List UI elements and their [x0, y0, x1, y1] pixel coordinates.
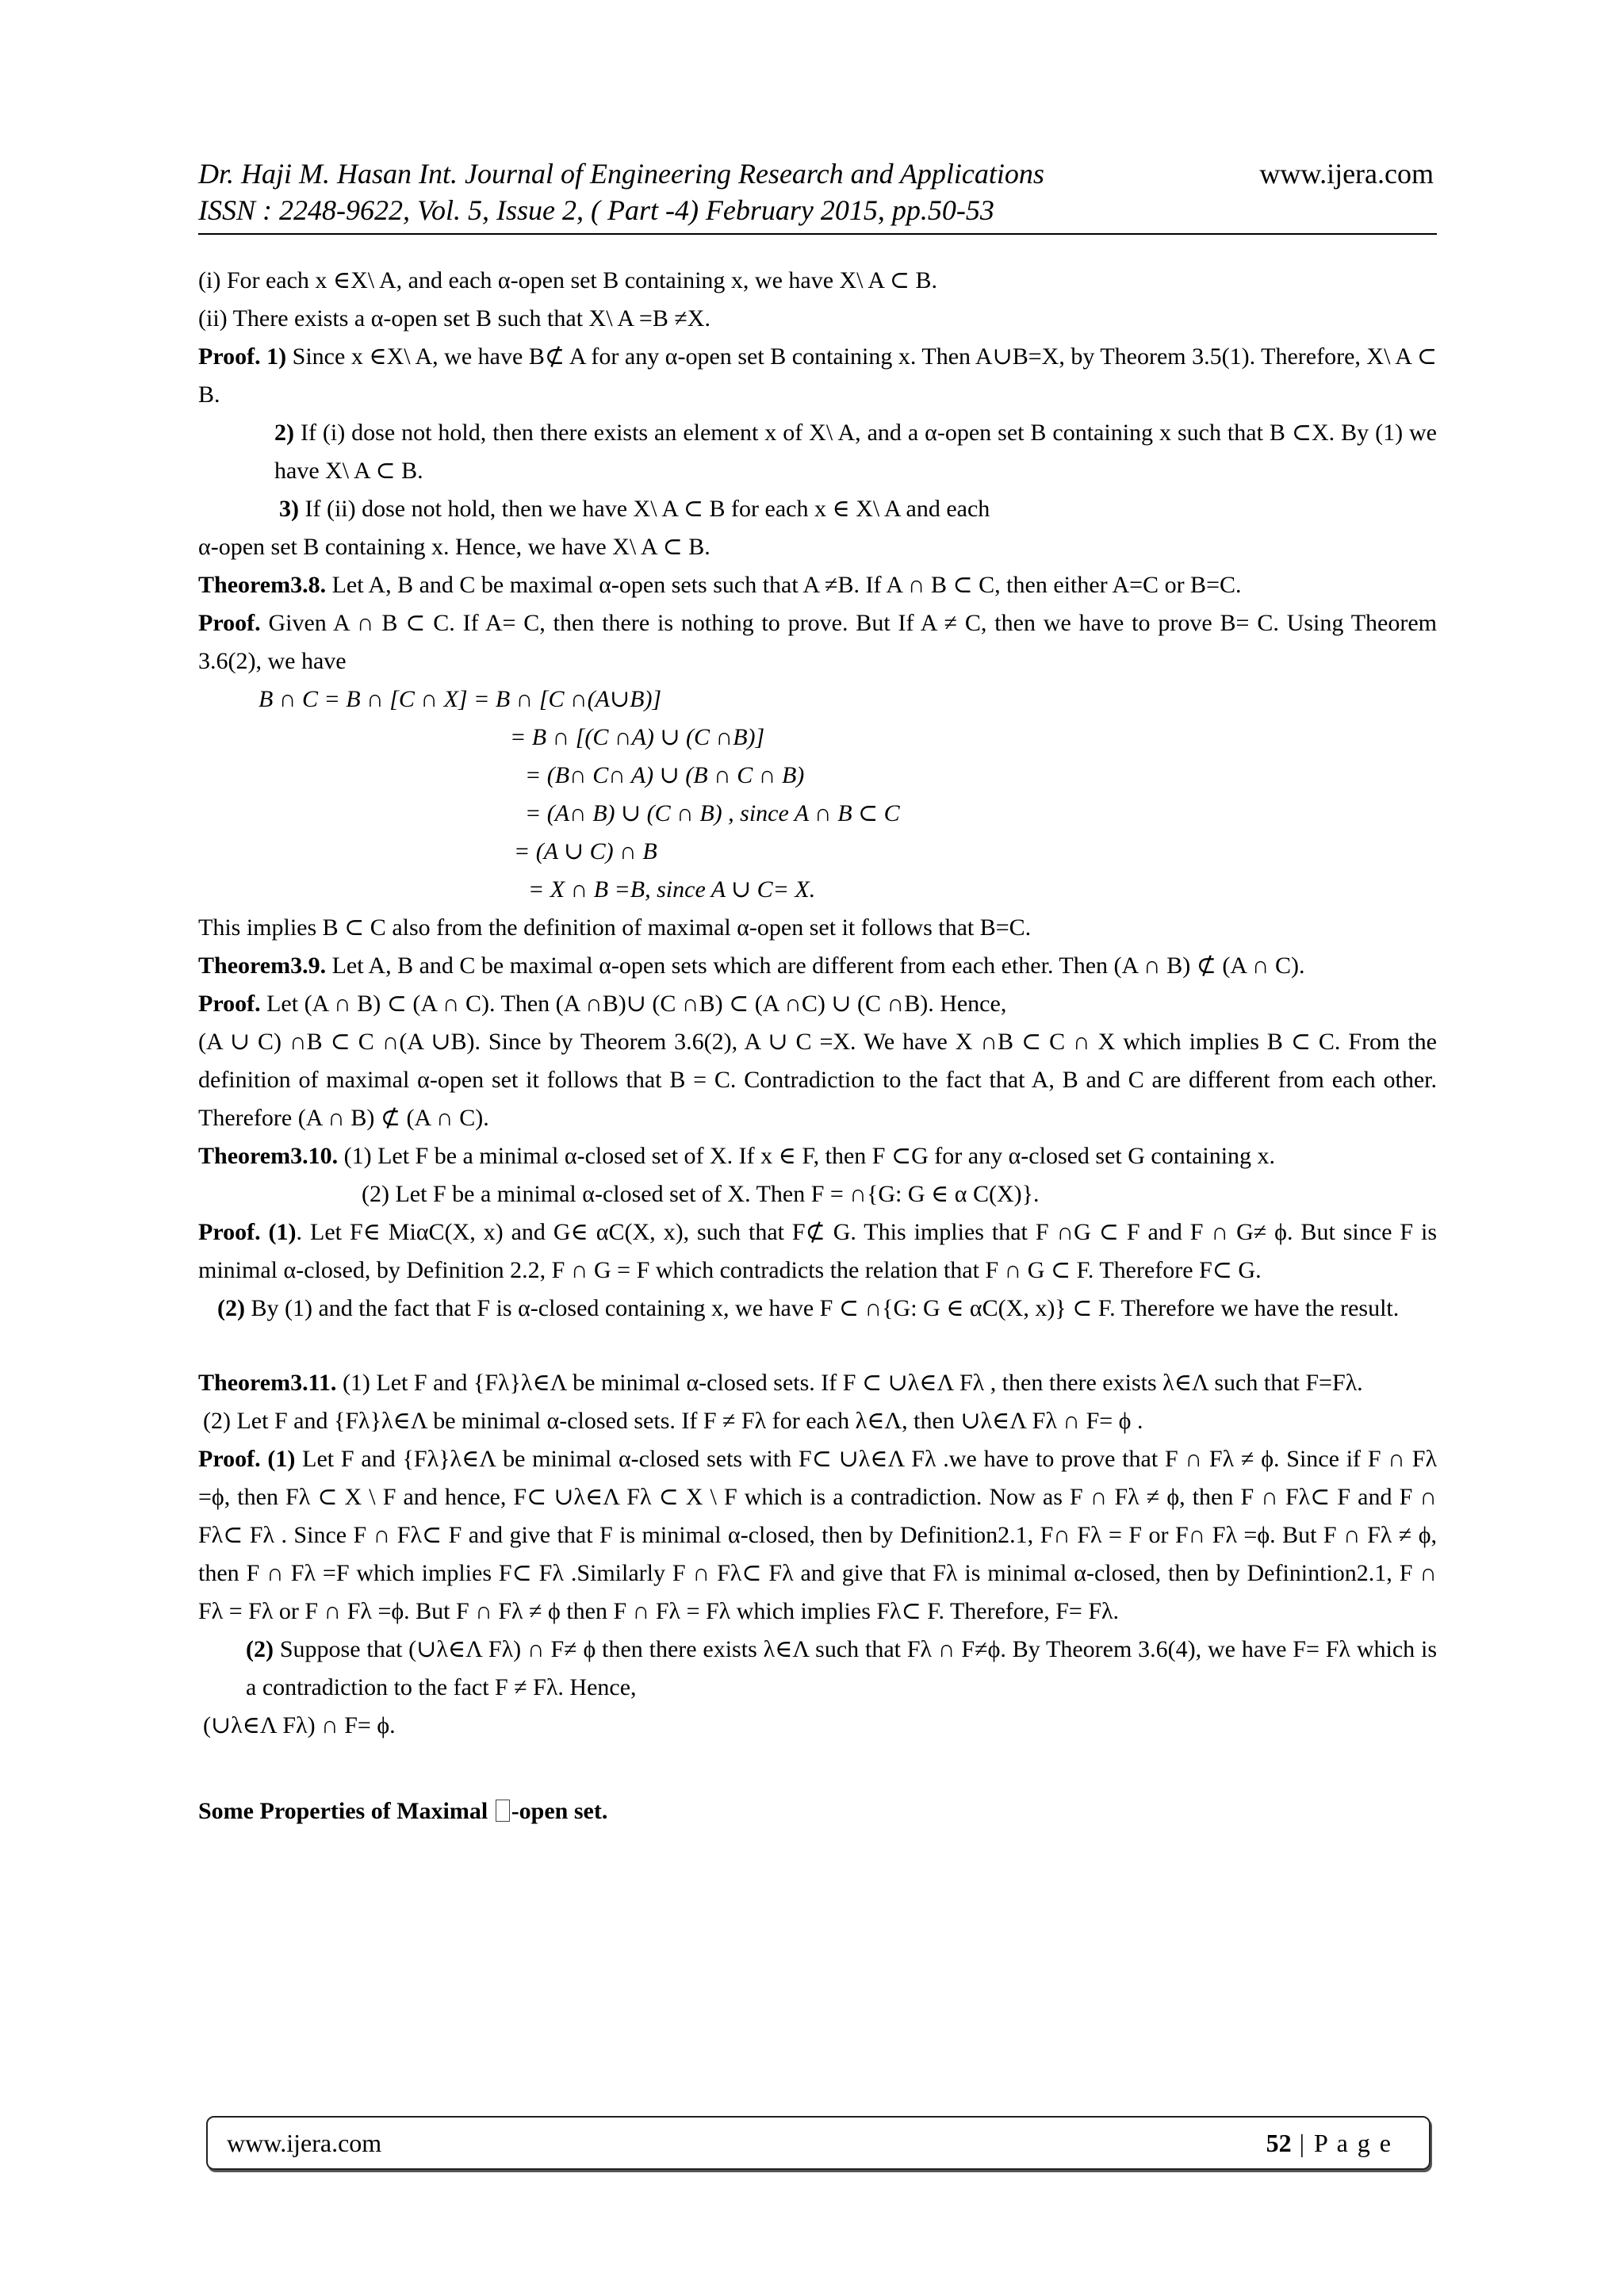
step-label: (2)	[246, 1636, 274, 1662]
equation-line-1: B ∩ C = B ∩ [C ∩ X] = B ∩ [C ∩(A∪B)]	[259, 686, 662, 712]
step-label: 2)	[274, 420, 294, 446]
theorem-text: (1) Let F be a minimal α-closed set of X. If x ∈ F, then F ⊂G for any α-closed set G containing x.	[338, 1143, 1276, 1169]
page-label: | P a g e	[1291, 2129, 1392, 2157]
proof-3-10-part-1	[198, 1213, 1437, 1290]
proof-text: Suppose that (∪λ∈Λ Fλ) ∩ F≠ ϕ then there exists λ∈Λ such that Fλ ∩ F≠ϕ. By Theorem 3.6(4), we have F= Fλ which is a contradiction to the fact F ≠ Fλ. Hence,	[246, 1636, 1437, 1700]
proof-3-9-cont: (A ∪ C) ∩B ⊂ C ∩(A ∪B). Since by Theorem 3.6(2), A ∪ C =X. We have X ∩B ⊂ C ∩ X which implies B ⊂ C. From the definition of maximal α-open set it follows that B = C. Contradiction to the fact that A, B and C are different from each other. Therefore (A ∩ B) ⊄ (A ∩ C).	[198, 1029, 1437, 1131]
proof-3-11-conclusion: (∪λ∈Λ Fλ) ∩ F= ϕ.	[203, 1712, 396, 1738]
journal-title: Dr. Haji M. Hasan Int. Journal of Engineering Research and Applications	[198, 158, 1044, 190]
proof-part-3-cont: α-open set B containing x. Hence, we have X\ A ⊂ B.	[198, 534, 710, 560]
proof-label: Proof. 1)	[198, 343, 287, 370]
article-body	[198, 262, 1437, 1830]
spacer	[198, 1328, 1437, 1364]
proof-3-11-part-1	[198, 1440, 1437, 1631]
proof-label: Proof. (1)	[198, 1219, 297, 1245]
footer-website[interactable]: www.ijera.com	[227, 2129, 382, 2157]
proof-label: Proof.	[198, 610, 261, 636]
theorem-3-8	[198, 566, 1437, 604]
proof-part-2	[198, 414, 1437, 490]
theorem-label: Theorem3.10.	[198, 1143, 339, 1169]
theorem-text: (1) Let F and {Fλ}λ∈Λ be minimal α-closed sets. If F ⊂ ∪λ∈Λ Fλ , then there exists λ∈Λ such that F=Fλ.	[336, 1370, 1363, 1396]
proof-label: Proof. (1)	[198, 1446, 296, 1472]
equation-line-2: = B ∩ [(C ∩A) ∪ (C ∩B)]	[510, 724, 765, 750]
step-label: (2)	[217, 1295, 245, 1321]
theorem-3-11-part-2: (2) Let F and {Fλ}λ∈Λ be minimal α-closed sets. If F ≠ Fλ for each λ∈Λ, then ∪λ∈Λ Fλ ∩ F= ϕ .	[203, 1408, 1143, 1434]
condition-ii: (ii) There exists a α-open set B such that X\ A =B ≠X.	[198, 305, 710, 332]
proof-text: If (i) dose not hold, then there exists an element x of X\ A, and a α-open set B containing x such that B ⊂X. By (1) we have X\ A ⊂ B.	[274, 420, 1437, 484]
proof-3-8	[198, 604, 1437, 680]
page-indicator	[1266, 2118, 1392, 2168]
theorem-text: Let A, B and C be maximal α-open sets such that A ≠B. If A ∩ B ⊂ C, then either A=C or B=C.	[326, 572, 1242, 598]
proof-part-3	[198, 490, 1437, 528]
theorem-label: Theorem3.8.	[198, 572, 327, 598]
running-header	[198, 155, 1437, 235]
proof-text: If (ii) dose not hold, then we have X\ A ⊂ B for each x ∈ X\ A and each	[299, 496, 990, 522]
section-heading-text: -open set.	[511, 1798, 608, 1824]
proof-text: . Let F∈ MiαC(X, x) and G∈ αC(X, x), such that F⊄ G. This implies that F ∩G ⊂ F and F ∩ G≠ ϕ. But since F is minimal α-closed, by Definition 2.2, F ∩ G = F which contradicts the relation that F ∩ G ⊂ F. Therefore F⊂ G.	[198, 1219, 1438, 1283]
page-footer	[206, 2116, 1431, 2170]
equation-line-5: = (A ∪ C) ∩ B	[514, 838, 657, 864]
missing-glyph-icon	[496, 1800, 510, 1822]
proof-text: By (1) and the fact that F is α-closed containing x, we have F ⊂ ∩{G: G ∈ αC(X, x)} ⊂ F. Therefore we have the result.	[244, 1295, 1400, 1321]
theorem-3-10	[198, 1137, 1437, 1175]
proof-3-10-part-2	[198, 1290, 1437, 1328]
conclusion-3-8: This implies B ⊂ C also from the definition of maximal α-open set it follows that B=C.	[198, 914, 1032, 941]
section-heading	[198, 1792, 1437, 1830]
equation-line-4: = (A∩ B) ∪ (C ∩ B) , since A ∩ B ⊂ C	[525, 800, 900, 826]
page-number: 52	[1266, 2129, 1292, 2157]
proof-3-9	[198, 985, 1437, 1023]
theorem-3-10-part-2: (2) Let F be a minimal α-closed set of X. Then F = ∩{G: G ∈ α C(X)}.	[362, 1181, 1040, 1207]
proof-label: Proof.	[198, 991, 261, 1017]
theorem-text: Let A, B and C be maximal α-open sets which are different from each ether. Then (A ∩ B) ⊄ (A ∩ C).	[326, 953, 1305, 979]
theorem-label: Theorem3.11.	[198, 1370, 337, 1396]
proof-text: Given A ∩ B ⊂ C. If A= C, then there is nothing to prove. But If A ≠ C, then we have to prove B= C. Using Theorem 3.6(2), we have	[198, 610, 1437, 674]
spacer	[198, 1745, 1437, 1792]
proof-text: Let (A ∩ B) ⊂ (A ∩ C). Then (A ∩B)∪ (C ∩B) ⊂ (A ∩C) ∪ (C ∩B). Hence,	[260, 991, 1007, 1017]
theorem-3-9	[198, 947, 1437, 985]
theorem-3-11	[198, 1364, 1437, 1402]
proof-text: Since x ∈X\ A, we have B⊄ A for any α-open set B containing x. Then A∪B=X, by Theorem 3.5(1). Therefore, X\ A ⊂ B.	[198, 343, 1437, 408]
proof-3-11-part-2	[198, 1631, 1437, 1707]
proof-text: Let F and {Fλ}λ∈Λ be minimal α-closed sets with F⊂ ∪λ∈Λ Fλ .we have to prove that F ∩ Fλ ≠ ϕ. Since if F ∩ Fλ =ϕ, then Fλ ⊂ X \ F and hence, F⊂ ∪λ∈Λ Fλ ⊂ X \ F which is a contradiction. Now as F ∩ Fλ ≠ ϕ, then F ∩ Fλ⊂ F and F ∩ Fλ⊂ Fλ . Since F ∩ Fλ⊂ F and give that F is minimal α-closed, then by Definition2.1, F∩ Fλ = F or F∩ Fλ =ϕ. But F ∩ Fλ ≠ ϕ, then F ∩ Fλ =F which implies F⊂ Fλ .Similarly F ∩ Fλ⊂ Fλ and give that Fλ is minimal α-closed, then by Definintion2.1, F ∩ Fλ = Fλ or F ∩ Fλ =ϕ. But F ∩ Fλ ≠ ϕ then F ∩ Fλ = Fλ which implies Fλ⊂ F. Therefore, F= Fλ.	[198, 1446, 1438, 1624]
issue-info: ISSN : 2248-9622, Vol. 5, Issue 2, ( Part -4) February 2015, pp.50-53	[198, 194, 994, 226]
journal-website[interactable]: www.ijera.com	[1259, 158, 1434, 190]
condition-i: (i) For each x ∈X\ A, and each α-open set B containing x, we have X\ A ⊂ B.	[198, 267, 938, 293]
step-label: 3)	[279, 496, 299, 522]
equation-line-3: = (B∩ C∩ A) ∪ (B ∩ C ∩ B)	[525, 762, 805, 788]
equation-line-6: = X ∩ B =B, since A ∪ C= X.	[528, 876, 816, 903]
theorem-label: Theorem3.9.	[198, 953, 327, 979]
section-heading-text: Some Properties of Maximal	[198, 1798, 494, 1824]
proof-part-1	[198, 338, 1437, 414]
